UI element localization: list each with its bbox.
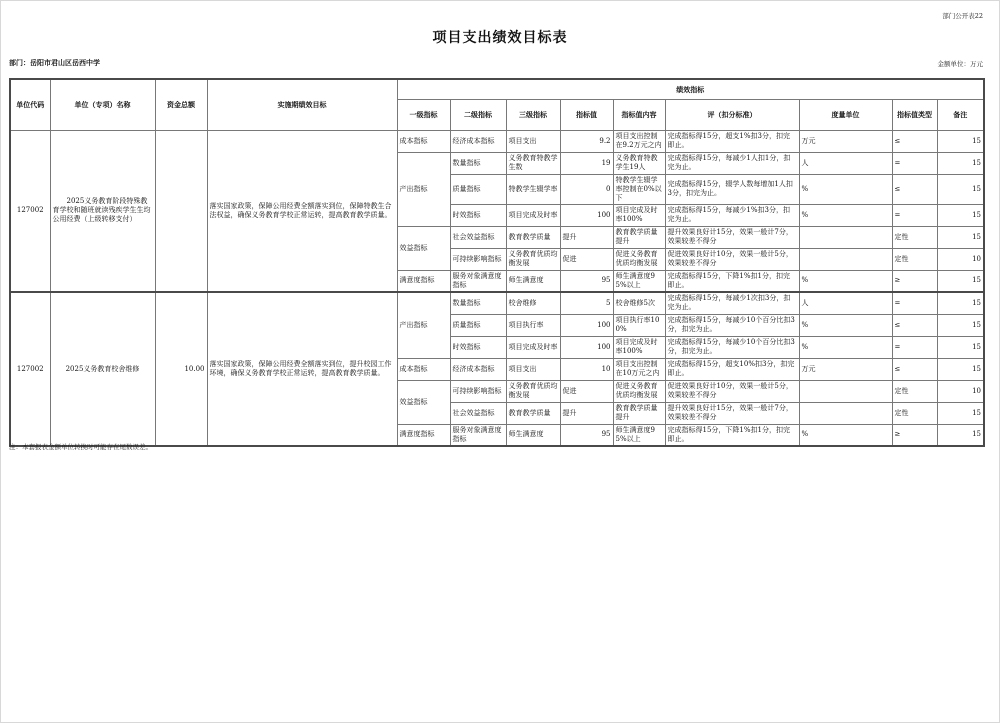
meta-row — [9, 58, 983, 68]
cell-level2: 数量指标 — [450, 152, 506, 174]
cell-measure-unit: 万元 — [799, 130, 892, 152]
cell-measure-unit: % — [799, 204, 892, 226]
col-header-value: 指标值 — [560, 99, 613, 130]
cell-value-content: 师生满意度95%以上 — [613, 270, 665, 292]
cell-remark: 15 — [937, 292, 984, 314]
cell-scoring: 完成指标得15分，每减少10个百分比扣3分，扣完为止。 — [665, 314, 799, 336]
cell-level3: 项目完成及时率 — [506, 204, 560, 226]
cell-level2: 可持续影响指标 — [450, 380, 506, 402]
cell-value: 促进 — [560, 380, 613, 402]
department-label: 部门：岳阳市君山区岳西中学 — [9, 58, 100, 67]
cell-value-type: ≤ — [892, 358, 937, 380]
cell-remark: 15 — [937, 130, 984, 152]
cell-value-content: 教育教学质量提升 — [613, 226, 665, 248]
footnote: 注：本套报表金额单位转换时可能存在尾数误差。 — [9, 443, 152, 451]
cell-value: 95 — [560, 270, 613, 292]
cell-level3: 项目执行率 — [506, 314, 560, 336]
cell-remark: 15 — [937, 314, 984, 336]
cell-measure-unit: % — [799, 336, 892, 358]
cell-level1: 满意度指标 — [397, 270, 450, 292]
cell-total-fund: 10.00 — [155, 292, 207, 446]
cell-scoring: 完成指标得15分，每减少1%扣3分，扣完为止。 — [665, 204, 799, 226]
cell-level1: 产出指标 — [397, 292, 450, 358]
cell-period-target: 落实国家政策，保障公用经费全额落实到位，提升校园工作环境，确保义务教育学校正常运转，提高教育教学质量。 — [207, 292, 397, 446]
cell-level2: 质量指标 — [450, 174, 506, 204]
cell-value: 促进 — [560, 248, 613, 270]
project-block-1 — [10, 130, 984, 292]
col-header-perf-group: 绩效指标 — [397, 79, 984, 99]
cell-level3: 校舍维修 — [506, 292, 560, 314]
cell-value: 5 — [560, 292, 613, 314]
cell-value-content: 特教学生辍学率控制在0%以下 — [613, 174, 665, 204]
table-row — [10, 130, 984, 152]
cell-measure-unit — [799, 248, 892, 270]
cell-unit-code: 127002 — [10, 130, 50, 292]
cell-level2: 可持续影响指标 — [450, 248, 506, 270]
cell-measure-unit: 万元 — [799, 358, 892, 380]
col-header-value-type: 指标值类型 — [892, 99, 937, 130]
cell-level3: 项目支出 — [506, 358, 560, 380]
cell-level2: 时效指标 — [450, 204, 506, 226]
cell-level3: 师生满意度 — [506, 424, 560, 446]
cell-measure-unit: % — [799, 314, 892, 336]
col-header-period-target: 实施期绩效目标 — [207, 79, 397, 130]
col-header-level1: 一级指标 — [397, 99, 450, 130]
col-header-value-content: 指标值内容 — [613, 99, 665, 130]
cell-value-type: ≤ — [892, 130, 937, 152]
cell-measure-unit — [799, 380, 892, 402]
col-header-level2: 二级指标 — [450, 99, 506, 130]
cell-value-type: = — [892, 336, 937, 358]
cell-value: 提升 — [560, 402, 613, 424]
cell-remark: 10 — [937, 380, 984, 402]
cell-value-content: 项目支出控制在9.2万元之内 — [613, 130, 665, 152]
cell-scoring: 完成指标得15分，每减少1次扣3分，扣完为止。 — [665, 292, 799, 314]
cell-level3: 义务教育特教学生数 — [506, 152, 560, 174]
cell-scoring: 提升效果良好计15分，效果一般计7分，效果较差不得分 — [665, 402, 799, 424]
cell-value: 100 — [560, 204, 613, 226]
cell-level2: 经济成本指标 — [450, 130, 506, 152]
cell-value-type: 定性 — [892, 226, 937, 248]
cell-value-content: 促进义务教育优质均衡发展 — [613, 380, 665, 402]
cell-level2: 服务对象满意度指标 — [450, 424, 506, 446]
cell-value-content: 项目完成及时率100% — [613, 336, 665, 358]
cell-value: 95 — [560, 424, 613, 446]
cell-measure-unit: % — [799, 174, 892, 204]
cell-remark: 15 — [937, 152, 984, 174]
cell-value: 9.2 — [560, 130, 613, 152]
performance-target-table — [9, 78, 985, 447]
cell-scoring: 完成指标得15分，下降1%扣1分，扣完即止。 — [665, 270, 799, 292]
cell-measure-unit: % — [799, 424, 892, 446]
cell-value-type: 定性 — [892, 248, 937, 270]
cell-measure-unit: % — [799, 270, 892, 292]
cell-value-type: = — [892, 204, 937, 226]
cell-remark: 15 — [937, 270, 984, 292]
col-header-unit-name: 单位（专项）名称 — [50, 79, 155, 130]
cell-scoring: 完成指标得15分，辍学人数每增加1人扣3分，扣完为止。 — [665, 174, 799, 204]
table-header — [10, 79, 984, 130]
cell-remark: 15 — [937, 226, 984, 248]
cell-value-type: = — [892, 152, 937, 174]
col-header-remark: 备注 — [937, 99, 984, 130]
cell-level1: 产出指标 — [397, 152, 450, 226]
cell-level2: 质量指标 — [450, 314, 506, 336]
cell-level3: 特教学生辍学率 — [506, 174, 560, 204]
cell-value-content: 师生满意度95%以上 — [613, 424, 665, 446]
cell-level3: 项目支出 — [506, 130, 560, 152]
cell-level2: 时效指标 — [450, 336, 506, 358]
cell-value-type: 定性 — [892, 402, 937, 424]
cell-unit-name: 2025义务教育阶段特殊教育学校和随班就读残疾学生生均公用经费（上级转移支付） — [50, 130, 155, 292]
cell-remark: 10 — [937, 248, 984, 270]
cell-total-fund — [155, 130, 207, 292]
col-header-unit-code: 单位代码 — [10, 79, 50, 130]
cell-unit-name: 2025义务教育校舍维修 — [50, 292, 155, 446]
page-title: 项目支出绩效目标表 — [432, 30, 568, 46]
cell-remark: 15 — [937, 358, 984, 380]
cell-value-content: 项目执行率100% — [613, 314, 665, 336]
cell-value-type: 定性 — [892, 380, 937, 402]
cell-level1: 效益指标 — [397, 380, 450, 424]
cell-unit-code: 127002 — [10, 292, 50, 446]
col-header-scoring: 评（扣分标准） — [665, 99, 799, 130]
cell-scoring: 完成指标得15分，超支1%扣3分，扣完即止。 — [665, 130, 799, 152]
cell-scoring: 完成指标得15分，下降1%扣1分，扣完即止。 — [665, 424, 799, 446]
cell-level3: 教育教学质量 — [506, 226, 560, 248]
cell-value: 100 — [560, 314, 613, 336]
cell-remark: 15 — [937, 402, 984, 424]
cell-value: 10 — [560, 358, 613, 380]
cell-remark: 15 — [937, 174, 984, 204]
cell-value-type: ≤ — [892, 314, 937, 336]
cell-remark: 15 — [937, 204, 984, 226]
cell-level2: 经济成本指标 — [450, 358, 506, 380]
table-row — [10, 292, 984, 314]
cell-value-type: = — [892, 292, 937, 314]
cell-scoring: 完成指标得15分，每减少1人扣1分，扣完为止。 — [665, 152, 799, 174]
col-header-measure-unit: 度量单位 — [799, 99, 892, 130]
cell-level2: 服务对象满意度指标 — [450, 270, 506, 292]
cell-value-content: 校舍维修5次 — [613, 292, 665, 314]
cell-level3: 师生满意度 — [506, 270, 560, 292]
cell-level3: 义务教育优质均衡发展 — [506, 380, 560, 402]
cell-level3: 教育教学质量 — [506, 402, 560, 424]
cell-remark: 15 — [937, 336, 984, 358]
cell-remark: 15 — [937, 424, 984, 446]
cell-level1: 效益指标 — [397, 226, 450, 270]
cell-value-content: 项目支出控制在10万元之内 — [613, 358, 665, 380]
doc-number-label: 部门公开表22 — [942, 12, 983, 20]
cell-value: 19 — [560, 152, 613, 174]
cell-level2: 数量指标 — [450, 292, 506, 314]
cell-value-content: 教育教学质量提升 — [613, 402, 665, 424]
cell-value: 100 — [560, 336, 613, 358]
cell-measure-unit: 人 — [799, 292, 892, 314]
cell-period-target: 落实国家政策，保障公用经费全额落实到位，保障特教生合法权益，确保义务教育学校正常运转，提高教育教学质量。 — [207, 130, 397, 292]
cell-value: 提升 — [560, 226, 613, 248]
cell-scoring: 完成指标得15分，超支10%扣3分，扣完即止。 — [665, 358, 799, 380]
cell-scoring: 完成指标得15分，每减少10个百分比扣3分，扣完为止。 — [665, 336, 799, 358]
cell-value-content: 项目完成及时率100% — [613, 204, 665, 226]
cell-level1: 成本指标 — [397, 358, 450, 380]
cell-level3: 义务教育优质均衡发展 — [506, 248, 560, 270]
project-block-2 — [10, 292, 984, 446]
cell-scoring: 促进效果良好计10分，效果一般计5分，效果较差不得分 — [665, 248, 799, 270]
cell-value: 0 — [560, 174, 613, 204]
amount-unit-label: 金额单位：万元 — [937, 60, 983, 68]
cell-value-content: 促进义务教育优质均衡发展 — [613, 248, 665, 270]
cell-measure-unit: 人 — [799, 152, 892, 174]
cell-scoring: 促进效果良好计10分，效果一般计5分，效果较差不得分 — [665, 380, 799, 402]
cell-level1: 成本指标 — [397, 130, 450, 152]
cell-measure-unit — [799, 226, 892, 248]
cell-level2: 社会效益指标 — [450, 402, 506, 424]
cell-level1: 满意度指标 — [397, 424, 450, 446]
cell-value-content: 义务教育特教学生19人 — [613, 152, 665, 174]
cell-level2: 社会效益指标 — [450, 226, 506, 248]
cell-value-type: ≥ — [892, 424, 937, 446]
cell-scoring: 提升效果良好计15分，效果一般计7分，效果较差不得分 — [665, 226, 799, 248]
cell-value-type: ≤ — [892, 174, 937, 204]
cell-level3: 项目完成及时率 — [506, 336, 560, 358]
cell-measure-unit — [799, 402, 892, 424]
cell-value-type: ≥ — [892, 270, 937, 292]
col-header-total-fund: 资金总额 — [155, 79, 207, 130]
col-header-level3: 三级指标 — [506, 99, 560, 130]
